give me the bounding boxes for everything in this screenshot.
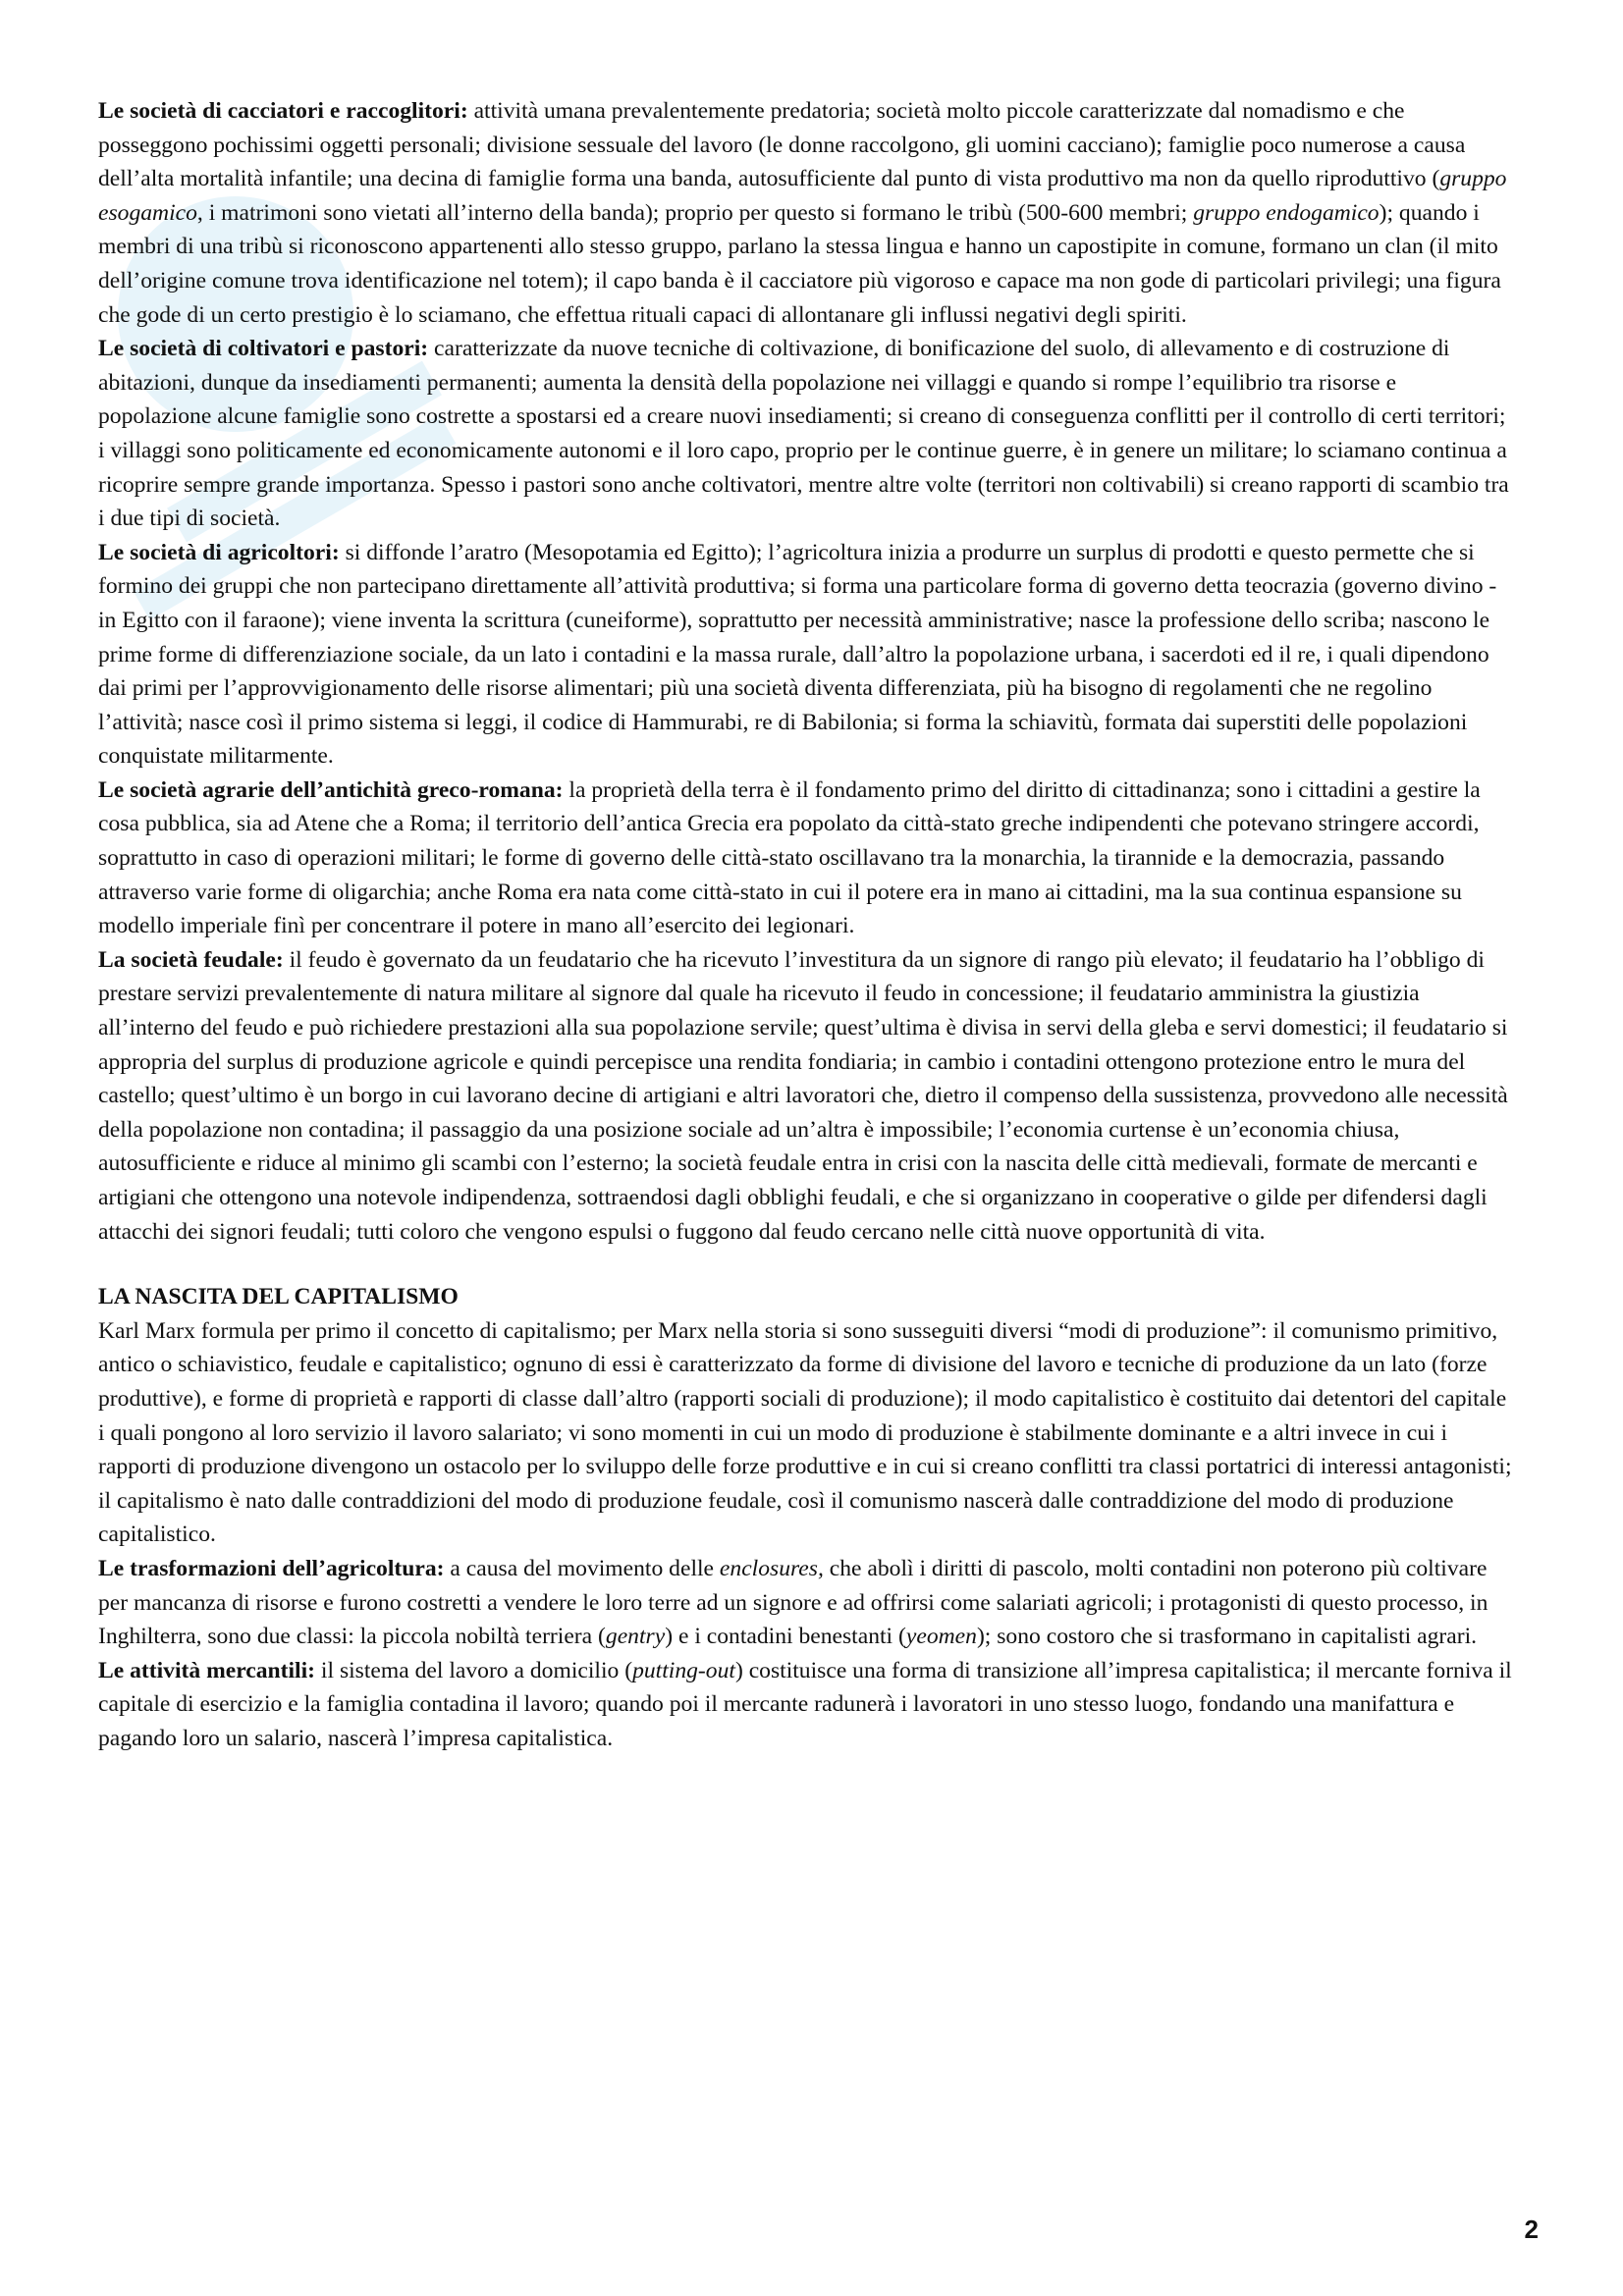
- document-body: [98, 94, 1512, 1756]
- italic-term: gruppo endogamico: [1193, 199, 1380, 226]
- section-societies: [98, 94, 1512, 1249]
- paragraph-text: , i matrimoni sono vietati all’interno della banda); proprio per questo si formano le tribù (500-600 membri;: [196, 199, 1194, 226]
- paragraph-text: che abolì i diritti di pascolo, molti contadini non poterono più coltivare per mancanza di risorse e furono costretti a vendere le loro terre ad un signore e ad offrirsi come salariati agricoli; i protagonisti di questo processo, in Inghilterra, sono due classi: la piccola nobiltà terriera (: [98, 1555, 1488, 1650]
- paragraph-text: la proprietà della terra è il fondamento primo del diritto di cittadinanza; sono i cittadini a gestire la cosa pubblica, sia ad Atene che a Roma; il territorio dell’antica Grecia era popolato da città-stato greche indipendenti che potevano stringere accordi, soprattutto in caso di operazioni militari; le forme di governo delle città-stato oscillavano tra la monarchia, la tirannide e la democrazia, passando attraverso varie forme di oligarchia; anche Roma era nata come città-stato in cui il potere era in mano ai cittadini, ma la sua continua espansione su modello imperiale finì per concentrare il potere in mano all’esercito dei legionari.: [98, 776, 1481, 939]
- paragraph: [98, 943, 1512, 1249]
- paragraph: [98, 332, 1512, 536]
- page-number: 2: [1524, 2215, 1539, 2244]
- italic-term: enclosures,: [719, 1555, 824, 1581]
- italic-term: yeomen: [905, 1624, 977, 1650]
- paragraph-text: ); quando i membri di una tribù si riconoscono appartenenti allo stesso gruppo, parlano la stessa lingua e hanno un capostipite in comune, formano un clan (il mito dell’origine comune trova identificazione nel totem); il capo banda è il cacciatore più vigoroso e capace ma non gode di particolari privilegi; una figura che gode di un certo prestigio è lo sciamano, che effettua rituali capaci di allontanare gli influssi negativi degli spiriti.: [98, 199, 1501, 328]
- italic-term: gentry: [605, 1624, 666, 1650]
- paragraph-title: La società feudale:: [98, 946, 284, 973]
- paragraph: [98, 94, 1512, 332]
- paragraph-text: il feudo è governato da un feudatario che ha ricevuto l’investitura da un signore di rango più elevato; il feudatario ha l’obbligo di prestare servizi prevalentemente di natura militare al signore dal quale ha ricevuto il feudo in concessione; il feudatario amministra la giustizia all’interno del feudo e può richiedere prestazioni alla sua popolazione servile; quest’ultima è divisa in servi della gleba e servi domestici; il feudatario si appropria del surplus di produzione agricole e quindi percepisce una rendita fondiaria; in cambio i contadini ottengono protezione entro le mura del castello; quest’ultimo è un borgo in cui lavorano decine di artigiani e altri lavoratori che, dietro il compenso della sussistenza, provvedono alle necessità della popolazione non contadina; il passaggio da una posizione sociale ad un’altra è impossibile; l’economia curtense è un’economia chiusa, autosufficiente e riduce al minimo gli scambi con l’esterno; la società feudale entra in crisi con la nascita delle città medievali, formate de mercanti e artigiani che ottengono una notevole indipendenza, sottraendosi dagli obblighi feudali, e che si organizzano in cooperative o gilde per difendersi dagli attacchi dei signori feudali; tutti coloro che vengono espulsi o fuggono dal feudo cercano nelle città nuove opportunità di vita.: [98, 946, 1508, 1245]
- paragraph-title: Le società di cacciatori e raccoglitori:: [98, 98, 468, 124]
- paragraph-text: il sistema del lavoro a domicilio (: [315, 1657, 633, 1683]
- paragraph: [98, 1552, 1512, 1654]
- paragraph-text: Karl Marx formula per primo il concetto di capitalismo; per Marx nella storia si sono susseguiti diversi “modi di produzione”: il comunismo primitivo, antico o schiavistico, feudale e capitalistico; ognuno di essi è caratterizzato da forme di divisione del lavoro e tecniche di produzione da un lato (forze produttive), e forme di proprietà e rapporti di classe dall’altro (rapporti sociali di produzione); il modo capitalistico è costituito dai detentori del capitale i quali pongono al loro servizio il lavoro salariato; vi sono momenti in cui un modo di produzione è stabilmente dominante e a altri invece in cui i rapporti di produzione divengono un ostacolo per lo sviluppo delle forze produttive e in cui si creano conflitti tra classi portatrici di interessi antagonisti; il capitalismo è nato dalle contraddizioni del modo di produzione feudale, così il comunismo nascerà dalle contraddizione del modo di produzione capitalistico.: [98, 1317, 1512, 1548]
- italic-term: putting-out: [632, 1657, 735, 1683]
- paragraph-text: ) costituisce una forma di transizione all’impresa capitalistica; il mercante forniva il capitale di esercizio e la famiglia contadina il lavoro; quando poi il mercante radunerà i lavoratori in uno stesso luogo, fondando una manifattura e pagando loro un salario, nascerà l’impresa capitalistica.: [98, 1657, 1512, 1751]
- paragraph-text: a causa del movimento delle: [444, 1555, 720, 1581]
- paragraph-title: Le società agrarie dell’antichità greco-romana:: [98, 776, 564, 803]
- paragraph-text: caratterizzate da nuove tecniche di coltivazione, di bonificazione del suolo, di allevamento e di costruzione di abitazioni, dunque da insediamenti permanenti; aumenta la densità della popolazione nei villaggi e quando si rompe l’equilibrio tra risorse e popolazione alcune famiglie sono costrette a spostarsi ed a creare nuovi insediamenti; si creano di conseguenza conflitti per il controllo di certi territori; i villaggi sono politicamente ed economicamente autonomi e il loro capo, proprio per le continue guerre, è in genere un militare; lo sciamano continua a ricoprire sempre grande importanza. Spesso i pastori sono anche coltivatori, mentre altre volte (territori non coltivabili) si creano rapporti di scambio tra i due tipi di società.: [98, 336, 1509, 532]
- paragraph-title: Le attività mercantili:: [98, 1657, 316, 1683]
- section-capitalism: [98, 1314, 1512, 1756]
- paragraph-text: attività umana prevalentemente predatoria; società molto piccole caratterizzate dal nomadismo e che posseggono pochissimi oggetti personali; divisione sessuale del lavoro (le donne raccolgono, gli uomini cacciano); famiglie poco numerose a causa dell’alta mortalità infantile; una decina di famiglie forma una banda, autosufficiente dal punto di vista produttivo ma non da quello riproduttivo (: [98, 98, 1466, 192]
- paragraph-title: Le società di agricoltori:: [98, 539, 340, 565]
- paragraph: [98, 1654, 1512, 1756]
- paragraph: [98, 774, 1512, 943]
- paragraph-title: Le società di coltivatori e pastori:: [98, 336, 429, 362]
- paragraph-text: si diffonde l’aratro (Mesopotamia ed Egitto); l’agricoltura inizia a produrre un surplus di prodotti e questo permette che si formino dei gruppi che non partecipano direttamente all’attività produttiva; si forma una particolare forma di governo detta teocrazia (governo divino - in Egitto con il faraone); viene inventa la scrittura (cuneiforme), soprattutto per necessità amministrative; nasce la professione dello scriba; nascono le prime forme di differenziazione sociale, da un lato i contadini e la massa rurale, dall’altro la popolazione urbana, i sacerdoti ed il re, i quali dipendono dai primi per l’approvvigionamento delle risorse alimentari; più una società diventa differenziata, più ha bisogno di regolamenti che ne regolino l’attività; nasce così il primo sistema si leggi, il codice di Hammurabi, re di Babilonia; si forma la schiavitù, formata dai superstiti delle popolazioni conquistate militarmente.: [98, 539, 1497, 770]
- paragraph: [98, 536, 1512, 774]
- paragraph-text: ) e i contadini benestanti (: [665, 1624, 906, 1650]
- section-heading: LA NASCITA DEL CAPITALISMO: [98, 1284, 459, 1310]
- paragraph-title: Le trasformazioni dell’agricoltura:: [98, 1555, 445, 1581]
- italic-term: gruppo esogamico: [98, 166, 1507, 226]
- paragraph: [98, 1314, 1512, 1552]
- paragraph-text: ); sono costoro che si trasformano in capitalisti agrari.: [976, 1624, 1478, 1650]
